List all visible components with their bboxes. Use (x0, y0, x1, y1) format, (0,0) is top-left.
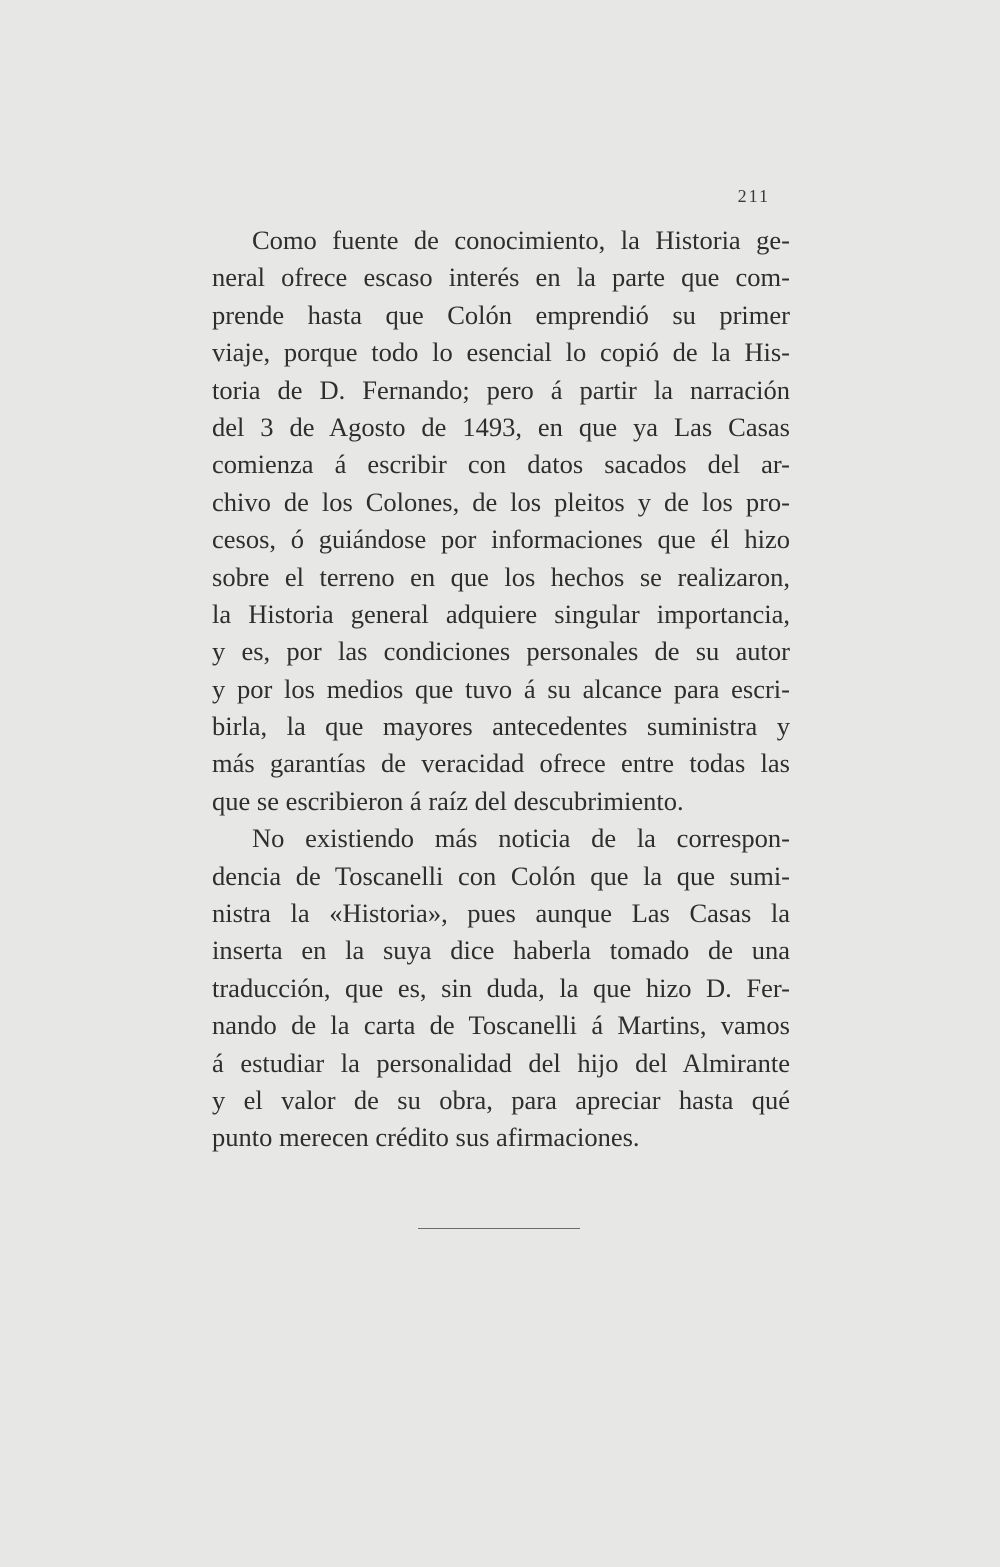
text-line: y el valor de su obra, para apreciar hasta qué (212, 1084, 790, 1115)
text-line: Como fuente de conocimiento, la Historia ge- (252, 225, 790, 255)
text-line: cesos, ó guiándose por informaciones que él hizo (212, 524, 790, 555)
text-line: que se escribieron á raíz del descubrimiento. (212, 785, 684, 816)
text-line: á estudiar la personalidad del hijo del Almirante (212, 1047, 790, 1078)
body-text (212, 222, 790, 1157)
text-line: y es, por las condiciones personales de su autor (212, 636, 790, 667)
text-line: No existiendo más noticia de la correspon- (252, 823, 790, 854)
text-line: viaje, porque todo lo esencial lo copió de la His- (212, 337, 790, 368)
text-line: comienza á escribir con datos sacados del ar- (212, 449, 790, 480)
text-line: chivo de los Colones, de los pleitos y de los pro- (212, 486, 790, 517)
section-divider (418, 1228, 580, 1229)
text-line: toria de D. Fernando; pero á partir la narración (212, 374, 790, 405)
text-line: la Historia general adquiere singular importancia, (212, 598, 790, 629)
paragraph-1 (212, 222, 790, 820)
text-line: punto merecen crédito sus afirmaciones. (212, 1122, 640, 1153)
text-line: nando de la carta de Toscanelli á Martins, vamos (212, 1010, 790, 1041)
page-number: 211 (737, 186, 770, 206)
text-line: neral ofrece escaso interés en la parte que com- (212, 262, 790, 293)
text-line: del 3 de Agosto de 1493, en que ya Las Casas (212, 411, 790, 442)
paragraph-2 (212, 820, 790, 1157)
text-line: sobre el terreno en que los hechos se realizaron, (212, 561, 790, 592)
text-line: prende hasta que Colón emprendió su primer (212, 299, 790, 330)
text-line: más garantías de veracidad ofrece entre todas las (212, 748, 790, 779)
text-line: nistra la «Historia», pues aunque Las Casas la (212, 898, 790, 929)
text-line: traducción, que es, sin duda, la que hizo D. Fer- (212, 972, 790, 1003)
text-line: birla, la que mayores antecedentes suministra y (212, 711, 790, 742)
text-line: dencia de Toscanelli con Colón que la que sumi- (212, 860, 790, 891)
text-line: inserta en la suya dice haberla tomado de una (212, 935, 790, 966)
text-line: y por los medios que tuvo á su alcance para escri- (212, 673, 790, 704)
